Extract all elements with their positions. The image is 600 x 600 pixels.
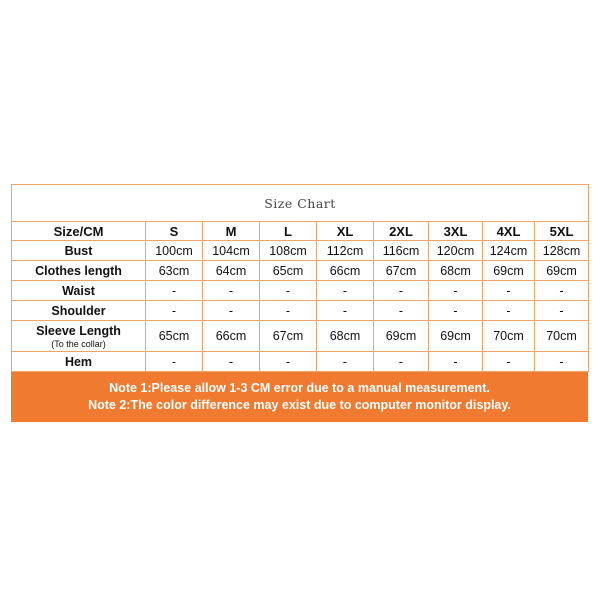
table-cell: - bbox=[146, 281, 203, 301]
chart-title: Size Chart bbox=[12, 185, 589, 222]
table-cell: 64cm bbox=[203, 261, 260, 281]
table-cell: - bbox=[317, 301, 374, 321]
table-row bbox=[12, 352, 589, 372]
table-cell: 100cm bbox=[146, 241, 203, 261]
note-1: Note 1:Please allow 1-3 CM error due to a manual measurement. bbox=[109, 381, 490, 395]
table-cell: - bbox=[260, 281, 317, 301]
table-cell: - bbox=[374, 352, 429, 372]
table-row bbox=[12, 301, 589, 321]
table-cell: - bbox=[483, 352, 535, 372]
table-row bbox=[12, 241, 589, 261]
table-cell: 116cm bbox=[374, 241, 429, 261]
table-cell: 112cm bbox=[317, 241, 374, 261]
table-cell: 124cm bbox=[483, 241, 535, 261]
table-cell: - bbox=[535, 352, 589, 372]
notes-banner bbox=[11, 372, 588, 422]
table-cell: 66cm bbox=[203, 321, 260, 352]
table-cell: 69cm bbox=[429, 321, 483, 352]
table-cell: - bbox=[203, 281, 260, 301]
table-cell: 63cm bbox=[146, 261, 203, 281]
header-cell: 4XL bbox=[483, 222, 535, 241]
table-cell: - bbox=[429, 352, 483, 372]
table-cell: - bbox=[374, 281, 429, 301]
table-cell: - bbox=[429, 301, 483, 321]
table-cell: - bbox=[374, 301, 429, 321]
table-cell: 70cm bbox=[483, 321, 535, 352]
table-cell: 68cm bbox=[317, 321, 374, 352]
header-cell: 3XL bbox=[429, 222, 483, 241]
header-row bbox=[12, 222, 589, 241]
size-chart bbox=[11, 184, 588, 420]
table-cell: - bbox=[260, 352, 317, 372]
row-label: Clothes length bbox=[12, 261, 146, 281]
table-cell: 65cm bbox=[260, 261, 317, 281]
table-cell: 65cm bbox=[146, 321, 203, 352]
row-label: Hem bbox=[12, 352, 146, 372]
header-cell: XL bbox=[317, 222, 374, 241]
table-row bbox=[12, 281, 589, 301]
table-cell: 128cm bbox=[535, 241, 589, 261]
row-label: Shoulder bbox=[12, 301, 146, 321]
table-cell: - bbox=[535, 281, 589, 301]
row-label: Waist bbox=[12, 281, 146, 301]
table-cell: 70cm bbox=[535, 321, 589, 352]
header-cell: 5XL bbox=[535, 222, 589, 241]
header-cell: Size/CM bbox=[12, 222, 146, 241]
row-label-sub: (To the collar) bbox=[51, 338, 106, 349]
row-label bbox=[12, 321, 146, 352]
table-cell: - bbox=[146, 352, 203, 372]
table-cell: - bbox=[260, 301, 317, 321]
table-cell: 104cm bbox=[203, 241, 260, 261]
note-2: Note 2:The color difference may exist due to computer monitor display. bbox=[88, 398, 511, 412]
table-cell: - bbox=[203, 352, 260, 372]
table-cell: - bbox=[146, 301, 203, 321]
header-cell: M bbox=[203, 222, 260, 241]
header-cell: 2XL bbox=[374, 222, 429, 241]
table-cell: 67cm bbox=[260, 321, 317, 352]
header-cell: S bbox=[146, 222, 203, 241]
table-cell: - bbox=[483, 281, 535, 301]
table-cell: - bbox=[317, 352, 374, 372]
table-cell: 120cm bbox=[429, 241, 483, 261]
table-cell: - bbox=[429, 281, 483, 301]
table-cell: - bbox=[317, 281, 374, 301]
table-row bbox=[12, 261, 589, 281]
table-cell: 69cm bbox=[483, 261, 535, 281]
table-cell: - bbox=[203, 301, 260, 321]
table-cell: 69cm bbox=[374, 321, 429, 352]
table-cell: - bbox=[483, 301, 535, 321]
row-label-main: Sleeve Length bbox=[36, 323, 121, 338]
table-cell: 66cm bbox=[317, 261, 374, 281]
table-cell: 69cm bbox=[535, 261, 589, 281]
header-cell: L bbox=[260, 222, 317, 241]
table-cell: 108cm bbox=[260, 241, 317, 261]
row-label: Bust bbox=[12, 241, 146, 261]
size-table bbox=[11, 184, 589, 372]
table-cell: - bbox=[535, 301, 589, 321]
table-row bbox=[12, 321, 589, 352]
table-cell: 68cm bbox=[429, 261, 483, 281]
table-cell: 67cm bbox=[374, 261, 429, 281]
